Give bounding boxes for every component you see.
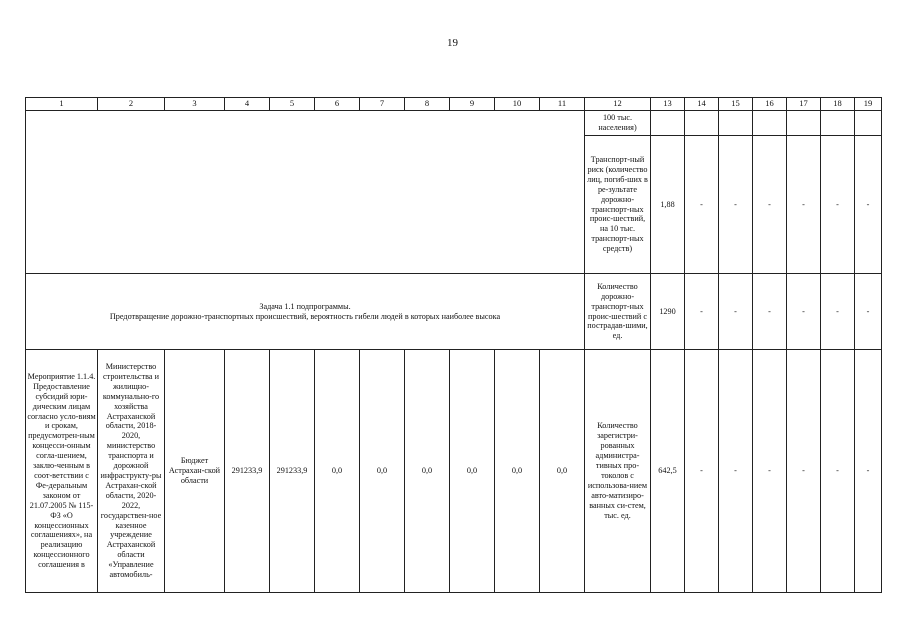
- col-number-4: 4: [225, 98, 270, 111]
- year-value-cell: 0,0: [315, 350, 360, 593]
- year-value-cell: 0,0: [405, 350, 450, 593]
- program-table: [25, 97, 882, 593]
- col-number-16: 16: [753, 98, 787, 111]
- dash-cell: -: [685, 136, 719, 274]
- col-number-7: 7: [360, 98, 405, 111]
- col-number-2: 2: [98, 98, 165, 111]
- dash-cell: -: [753, 274, 787, 350]
- table-row-measure: [26, 350, 882, 593]
- dash-cell: -: [821, 350, 855, 593]
- dash-cell: -: [719, 136, 753, 274]
- col-number-17: 17: [787, 98, 821, 111]
- dash-cell: -: [787, 350, 821, 593]
- col-number-14: 14: [685, 98, 719, 111]
- page-number: 19: [447, 37, 458, 49]
- indicator-cell: Количество зарегистри-рованных администра-тивных про-токолов с использова-нием авто-матизиро-ванных си-стем, тыс. ед.: [585, 350, 651, 593]
- funding-source-cell: Бюджет Астрахан-ской области: [165, 350, 225, 593]
- table-row-population: [26, 111, 882, 136]
- forecast-cell: [753, 111, 787, 136]
- dash-cell: -: [821, 136, 855, 274]
- col-number-19: 19: [855, 98, 882, 111]
- col-number-3: 3: [165, 98, 225, 111]
- year-value-cell: 0,0: [450, 350, 495, 593]
- dash-cell: -: [685, 274, 719, 350]
- dash-cell: -: [787, 136, 821, 274]
- col-number-15: 15: [719, 98, 753, 111]
- forecast-cell: [685, 111, 719, 136]
- col-number-9: 9: [450, 98, 495, 111]
- dash-cell: -: [855, 136, 882, 274]
- col-number-8: 8: [405, 98, 450, 111]
- indicator-cell: Транспорт-ный риск (количество лиц, погиб-ших в ре-зультате дорожно-транспорт-ных проис-шествий, на 10 тыс. транспорт-ных средств): [585, 136, 651, 274]
- column-number-row: [26, 98, 882, 111]
- col-number-6: 6: [315, 98, 360, 111]
- dash-cell: -: [855, 350, 882, 593]
- col-number-1: 1: [26, 98, 98, 111]
- indicator-cell: 100 тыс. населения): [585, 111, 651, 136]
- dash-cell: -: [821, 274, 855, 350]
- indicator-cell: Количество дорожно-транспорт-ных проис-шествий с пострадав-шими, ед.: [585, 274, 651, 350]
- col-number-12: 12: [585, 98, 651, 111]
- col-number-11: 11: [540, 98, 585, 111]
- year-value-cell: 0,0: [495, 350, 540, 593]
- dash-cell: -: [753, 350, 787, 593]
- col-number-13: 13: [651, 98, 685, 111]
- table-row-task: [26, 274, 882, 350]
- value-cell: 1290: [651, 274, 685, 350]
- total-cell: 291233,9: [225, 350, 270, 593]
- task-title-cell: [26, 274, 585, 350]
- col-number-18: 18: [821, 98, 855, 111]
- value-cell: 642,5: [651, 350, 685, 593]
- year-value-cell: 0,0: [540, 350, 585, 593]
- col-number-5: 5: [270, 98, 315, 111]
- dash-cell: -: [719, 350, 753, 593]
- dash-cell: -: [855, 274, 882, 350]
- task-title-line1: Задача 1.1 подпрограммы.: [259, 301, 351, 311]
- year-value-cell: 291233,9: [270, 350, 315, 593]
- executor-cell: Министерство строительства и жилищно-коммунально-го хозяйства Астраханской области, 2018-2020, министерство транспорта и дорожной инфраструкту-ры Астрахан-ской области, 2020-2022, государствен-ное казенное учреждение Астраханской области «Управление автомобиль-: [98, 350, 165, 593]
- forecast-cell: [787, 111, 821, 136]
- forecast-cell: [821, 111, 855, 136]
- dash-cell: -: [685, 350, 719, 593]
- dash-cell: -: [753, 136, 787, 274]
- dash-cell: -: [787, 274, 821, 350]
- empty-merged-cell: [26, 111, 585, 274]
- task-title-line2: Предотвращение дорожно-транспортных происшествий, вероятность гибели людей в которых наиболее высока: [109, 311, 501, 321]
- forecast-cell: [855, 111, 882, 136]
- forecast-cell: [719, 111, 753, 136]
- value-cell: 1,88: [651, 136, 685, 274]
- measure-cell: Мероприятие 1.1.4. Предоставление субсидий юри-дическим лицам согласно усло-виям и срокам, предусмотрен-ным концесси-онным согла-шением, заклю-ченным в соот-ветствии с Фе-деральным законом от 21.07.2005 № 115-ФЗ «О концессионных соглашениях», на реализацию концессионного соглашения в: [26, 350, 98, 593]
- year-value-cell: 0,0: [360, 350, 405, 593]
- value-cell: [651, 111, 685, 136]
- dash-cell: -: [719, 274, 753, 350]
- col-number-10: 10: [495, 98, 540, 111]
